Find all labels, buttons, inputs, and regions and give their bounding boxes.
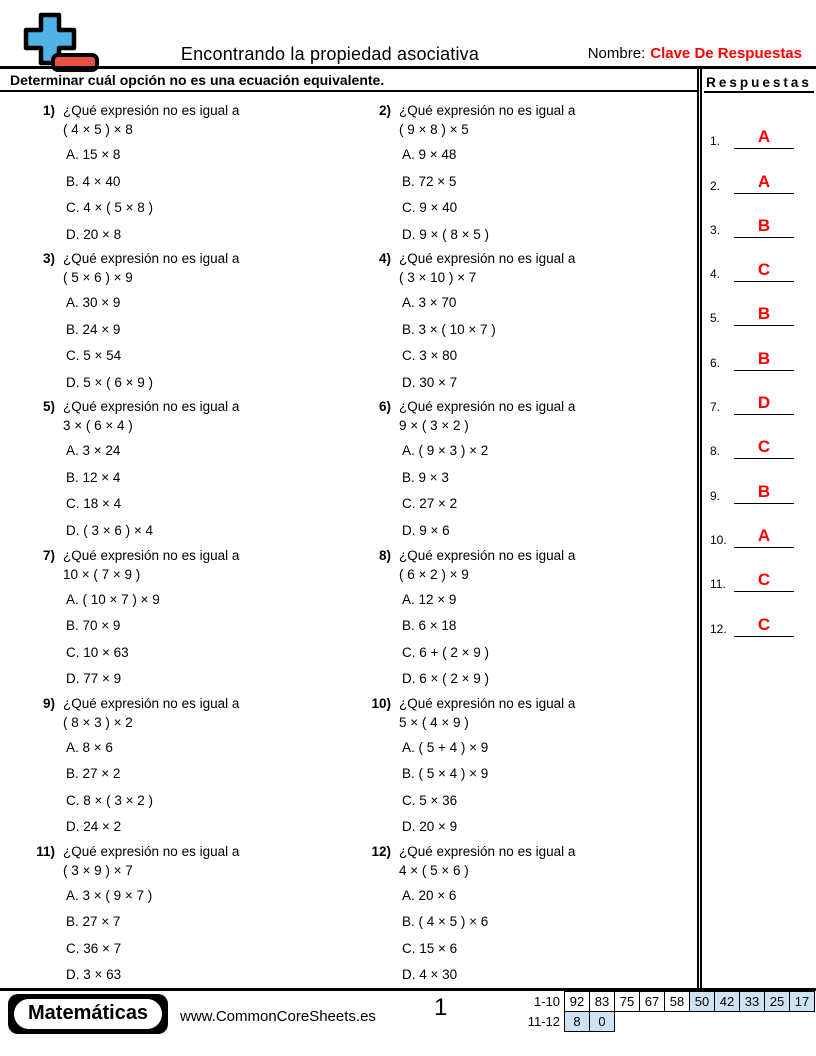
answer-row (702, 105, 816, 149)
answer-option: C. 5 × 36 (402, 792, 458, 808)
answer-options (66, 142, 336, 248)
answer-letter: B (734, 483, 794, 504)
answer-option: C. 5 × 54 (66, 348, 122, 364)
question-prompt: ¿Qué expresión no es igual a (399, 251, 576, 267)
answer-option: A. 3 × 70 (402, 295, 457, 311)
answer-letter: B (734, 305, 794, 326)
question-number: 6) (378, 399, 391, 415)
score-cell: 25 (765, 992, 790, 1012)
question-expression: ( 5 × 6 ) × 9 (63, 270, 133, 286)
answer-row (702, 282, 816, 326)
answer-option: D. 9 × 6 (402, 522, 450, 538)
question-expression: 10 × ( 7 × 9 ) (63, 566, 141, 582)
answer-row (702, 504, 816, 548)
score-cell: 42 (715, 992, 740, 1012)
answer-option: C. 8 × ( 3 × 2 ) (66, 792, 154, 808)
answer-option: D. 6 × ( 2 × 9 ) (402, 671, 490, 687)
answer-options (66, 883, 336, 989)
answers-panel (697, 69, 816, 990)
name-field (588, 45, 802, 62)
question-prompt: ¿Qué expresión no es igual a (63, 251, 240, 267)
question-block (336, 241, 697, 389)
answer-option: A. ( 5 + 4 ) × 9 (402, 739, 489, 755)
question-prompt: ¿Qué expresión no es igual a (63, 399, 240, 415)
question-expression: ( 6 × 2 ) × 9 (399, 566, 469, 582)
question-head (33, 249, 336, 268)
question-expression: ( 4 × 5 ) × 8 (63, 122, 133, 137)
answer-row-number: 5. (710, 311, 721, 326)
answer-row-number: 11. (710, 577, 726, 592)
answer-option: B. 70 × 9 (66, 618, 121, 634)
question-prompt: ¿Qué expresión no es igual a (399, 843, 576, 859)
question-prompt: ¿Qué expresión no es igual a (399, 399, 576, 415)
question-prompt: ¿Qué expresión no es igual a (63, 695, 240, 711)
header-divider (0, 66, 816, 69)
answer-option: B. 24 × 9 (66, 321, 121, 337)
answer-option: C. 9 × 40 (402, 200, 458, 215)
answer-option: B. 72 × 5 (402, 173, 457, 189)
answer-option: D. 3 × 63 (66, 967, 122, 983)
name-label: Nombre: (587, 45, 646, 62)
question-expression: ( 3 × 10 ) × 7 (399, 270, 477, 286)
answer-letter: D (734, 394, 794, 415)
score-range-label: 11-12 (527, 1014, 560, 1029)
grading-table-row (528, 992, 815, 1012)
question-head (369, 249, 697, 268)
question-number: 10) (371, 695, 391, 711)
answer-option: B. ( 4 × 5 ) × 6 (402, 914, 489, 930)
question-block (0, 834, 336, 982)
answer-options (66, 587, 336, 693)
question-block (336, 686, 697, 834)
answer-option: B. 12 × 4 (66, 469, 121, 485)
answer-option: B. 6 × 18 (402, 618, 457, 634)
question-number: 9) (42, 695, 55, 711)
question-block (336, 834, 697, 982)
answer-row-number: 3. (710, 222, 721, 237)
question-expression: 3 × ( 6 × 4 ) (63, 418, 133, 434)
question-expression: ( 9 × 8 ) × 5 (399, 122, 469, 137)
answer-options (402, 438, 697, 544)
answer-option: A. 3 × 24 (66, 443, 121, 459)
answer-row (702, 415, 816, 459)
answer-row-number: 10. (710, 532, 727, 547)
answer-option: A. 30 × 9 (66, 295, 121, 311)
answer-option: C. 3 × 80 (402, 348, 458, 364)
score-cell: 75 (615, 992, 640, 1012)
answer-letter: C (734, 616, 794, 637)
answer-option: C. 4 × ( 5 × 8 ) (66, 200, 154, 215)
score-cell: 8 (565, 1012, 590, 1032)
question-head (369, 694, 697, 713)
answer-options (402, 290, 697, 396)
website-url: www.CommonCoreSheets.es (180, 1008, 376, 1025)
question-prompt: ¿Qué expresión no es igual a (399, 103, 576, 118)
answer-option: A. 15 × 8 (66, 147, 121, 162)
question-number: 3) (42, 251, 55, 267)
questions-grid (0, 93, 697, 982)
question-block (0, 538, 336, 686)
answer-option: A. 20 × 6 (402, 887, 457, 903)
answer-option: B. ( 5 × 4 ) × 9 (402, 766, 489, 782)
answer-option: A. ( 9 × 3 ) × 2 (402, 443, 489, 459)
answer-option: D. ( 3 × 6 ) × 4 (66, 522, 154, 538)
answer-option: C. 15 × 6 (402, 940, 458, 956)
subject-badge (8, 994, 168, 1034)
answer-option: B. 3 × ( 10 × 7 ) (402, 321, 496, 337)
answer-option: A. 9 × 48 (402, 147, 457, 162)
question-head (369, 546, 697, 565)
answer-letter: B (734, 217, 794, 238)
answer-letter: B (734, 350, 794, 371)
answer-option: B. 9 × 3 (402, 469, 449, 485)
answer-row-number: 6. (710, 355, 721, 370)
answer-letter: C (734, 571, 794, 592)
question-expression: ( 3 × 9 ) × 7 (63, 862, 133, 878)
answer-options (402, 883, 697, 989)
answer-options (402, 142, 697, 248)
question-block (0, 686, 336, 834)
page-title: Encontrando la propiedad asociativa (180, 44, 480, 64)
question-number: 12) (371, 843, 391, 859)
question-head (33, 546, 336, 565)
answer-options (66, 735, 336, 841)
answer-option: D. 20 × 8 (66, 226, 122, 242)
score-cell: 50 (690, 992, 715, 1012)
question-number: 11) (36, 843, 55, 859)
page-number: 1 (434, 994, 448, 1021)
question-number: 4) (378, 251, 391, 267)
answer-letter: C (734, 438, 794, 459)
answer-option: A. ( 10 × 7 ) × 9 (66, 591, 160, 607)
question-head (369, 101, 697, 120)
grading-table-row (528, 1012, 815, 1032)
answer-row (702, 194, 816, 238)
answer-option: C. 18 × 4 (66, 496, 122, 512)
answer-letter: A (734, 128, 794, 149)
answer-row-number: 9. (710, 488, 721, 503)
answer-option: B. 4 × 40 (66, 173, 121, 189)
answer-option: A. 8 × 6 (66, 739, 113, 755)
question-head (33, 397, 336, 416)
answer-row-number: 8. (710, 444, 721, 459)
answer-row (702, 371, 816, 415)
score-cell: 58 (665, 992, 690, 1012)
answer-options (66, 290, 336, 396)
answer-option: C. 36 × 7 (66, 940, 122, 956)
score-cell: 92 (565, 992, 590, 1012)
answer-row-number: 12. (710, 621, 727, 636)
answer-option: A. 12 × 9 (402, 591, 457, 607)
question-expression: 5 × ( 4 × 9 ) (399, 714, 469, 730)
answer-option: D. 30 × 7 (402, 374, 458, 390)
answer-option: D. 9 × ( 8 × 5 ) (402, 226, 490, 242)
answer-row-number: 1. (710, 134, 721, 149)
answer-row (702, 592, 816, 636)
answers-panel-title: Respuestas (704, 75, 814, 93)
answer-letter: A (734, 173, 794, 194)
question-number: 5) (42, 399, 55, 415)
question-number: 1) (42, 103, 55, 118)
answer-option: C. 10 × 63 (66, 644, 129, 660)
answer-option: C. 6 + ( 2 × 9 ) (402, 644, 490, 660)
question-prompt: ¿Qué expresión no es igual a (399, 547, 576, 563)
subject-badge-label: Matemáticas (12, 997, 164, 1031)
answer-option: D. 5 × ( 6 × 9 ) (66, 374, 154, 390)
question-head (369, 842, 697, 861)
score-cell: 17 (790, 992, 815, 1012)
score-cell: 67 (640, 992, 665, 1012)
question-number: 2) (378, 103, 391, 118)
question-head (33, 842, 336, 861)
answer-option: B. 27 × 2 (66, 766, 121, 782)
answer-option: B. 27 × 7 (66, 914, 121, 930)
answer-letter: A (734, 527, 794, 548)
question-block (336, 93, 697, 241)
answer-row (702, 326, 816, 370)
answer-row (702, 459, 816, 503)
answer-row-number: 4. (710, 267, 721, 282)
instruction-divider (0, 90, 697, 92)
question-number: 7) (42, 547, 55, 563)
question-prompt: ¿Qué expresión no es igual a (63, 103, 240, 118)
question-block (0, 241, 336, 389)
score-cell: 83 (590, 992, 615, 1012)
question-prompt: ¿Qué expresión no es igual a (63, 843, 240, 859)
answers-list (702, 105, 816, 637)
answer-options (402, 735, 697, 841)
answer-row (702, 548, 816, 592)
score-cell: 0 (590, 1012, 615, 1032)
grading-table (528, 991, 815, 1032)
answer-options (66, 438, 336, 544)
question-head (369, 397, 697, 416)
answer-option: A. 3 × ( 9 × 7 ) (66, 887, 153, 903)
question-block (0, 93, 336, 241)
answer-option: D. 20 × 9 (402, 819, 458, 835)
question-block (336, 538, 697, 686)
answer-row-number: 2. (710, 178, 721, 193)
question-prompt: ¿Qué expresión no es igual a (63, 547, 240, 563)
question-prompt: ¿Qué expresión no es igual a (399, 695, 576, 711)
answer-row (702, 149, 816, 193)
answer-letter: C (734, 261, 794, 282)
instruction-text: Determinar cuál opción no es una ecuación equivalente. (10, 72, 385, 88)
question-number: 8) (378, 547, 391, 563)
question-head (33, 101, 336, 120)
question-block (336, 389, 697, 537)
question-expression: ( 8 × 3 ) × 2 (63, 714, 133, 730)
score-cell: 33 (740, 992, 765, 1012)
answer-option: C. 27 × 2 (402, 496, 458, 512)
question-expression: 4 × ( 5 × 6 ) (399, 862, 469, 878)
answer-row (702, 238, 816, 282)
question-expression: 9 × ( 3 × 2 ) (399, 418, 469, 434)
answer-row-number: 7. (710, 400, 721, 415)
answer-options (402, 587, 697, 693)
question-block (0, 389, 336, 537)
answer-option: D. 4 × 30 (402, 967, 458, 983)
answer-option: D. 77 × 9 (66, 671, 122, 687)
score-range-label: 1-10 (533, 994, 560, 1009)
answer-option: D. 24 × 2 (66, 819, 122, 835)
name-value: Clave De Respuestas (650, 45, 802, 62)
question-head (33, 694, 336, 713)
